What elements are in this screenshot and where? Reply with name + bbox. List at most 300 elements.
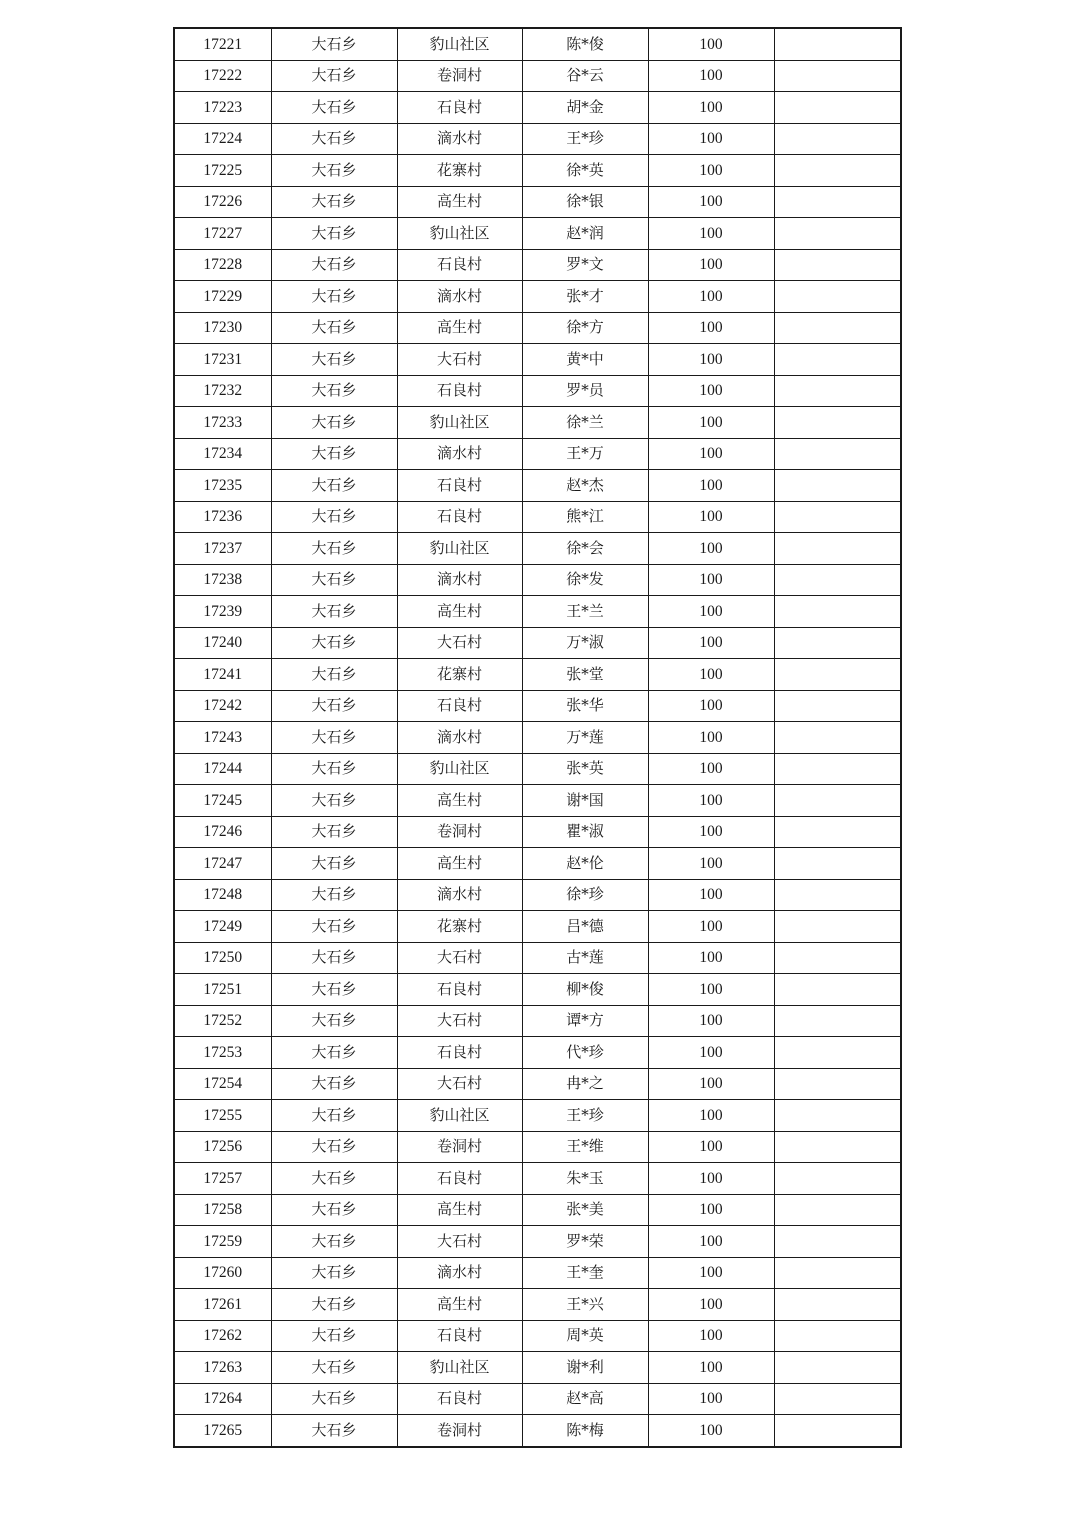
serial-number-cell: 17223 (174, 92, 271, 124)
amount-cell: 100 (648, 753, 774, 785)
village-cell: 高生村 (397, 596, 522, 628)
serial-number-cell: 17228 (174, 249, 271, 281)
amount-cell: 100 (648, 1131, 774, 1163)
village-cell: 高生村 (397, 848, 522, 880)
serial-number-cell: 17246 (174, 816, 271, 848)
township-cell: 大石乡 (271, 28, 397, 60)
table-row (174, 501, 901, 533)
name-cell: 王*珍 (522, 1100, 648, 1132)
remark-cell (774, 911, 901, 943)
township-cell: 大石乡 (271, 564, 397, 596)
village-cell: 滴水村 (397, 1257, 522, 1289)
table-row (174, 438, 901, 470)
roster-table-body (174, 28, 901, 1447)
township-cell: 大石乡 (271, 659, 397, 691)
name-cell: 张*英 (522, 753, 648, 785)
table-row (174, 753, 901, 785)
township-cell: 大石乡 (271, 627, 397, 659)
township-cell: 大石乡 (271, 1100, 397, 1132)
name-cell: 罗*文 (522, 249, 648, 281)
table-row (174, 659, 901, 691)
remark-cell (774, 974, 901, 1006)
remark-cell (774, 155, 901, 187)
township-cell: 大石乡 (271, 816, 397, 848)
remark-cell (774, 186, 901, 218)
amount-cell: 100 (648, 186, 774, 218)
table-row (174, 1383, 901, 1415)
township-cell: 大石乡 (271, 407, 397, 439)
remark-cell (774, 942, 901, 974)
amount-cell: 100 (648, 344, 774, 376)
township-cell: 大石乡 (271, 344, 397, 376)
roster-table (173, 27, 902, 1448)
amount-cell: 100 (648, 1226, 774, 1258)
table-row (174, 375, 901, 407)
table-row (174, 281, 901, 313)
table-row (174, 470, 901, 502)
village-cell: 大石村 (397, 1068, 522, 1100)
table-row (174, 123, 901, 155)
amount-cell: 100 (648, 659, 774, 691)
amount-cell: 100 (648, 1320, 774, 1352)
table-row (174, 1068, 901, 1100)
remark-cell (774, 1289, 901, 1321)
remark-cell (774, 438, 901, 470)
remark-cell (774, 627, 901, 659)
village-cell: 豹山社区 (397, 218, 522, 250)
amount-cell: 100 (648, 1163, 774, 1195)
name-cell: 王*万 (522, 438, 648, 470)
table-row (174, 879, 901, 911)
serial-number-cell: 17229 (174, 281, 271, 313)
village-cell: 高生村 (397, 312, 522, 344)
remark-cell (774, 312, 901, 344)
serial-number-cell: 17262 (174, 1320, 271, 1352)
table-row (174, 564, 901, 596)
name-cell: 谷*云 (522, 60, 648, 92)
remark-cell (774, 564, 901, 596)
amount-cell: 100 (648, 407, 774, 439)
table-row (174, 848, 901, 880)
amount-cell: 100 (648, 596, 774, 628)
remark-cell (774, 659, 901, 691)
amount-cell: 100 (648, 281, 774, 313)
amount-cell: 100 (648, 627, 774, 659)
serial-number-cell: 17265 (174, 1415, 271, 1447)
township-cell: 大石乡 (271, 1383, 397, 1415)
table-row (174, 155, 901, 187)
name-cell: 徐*英 (522, 155, 648, 187)
table-row (174, 1352, 901, 1384)
township-cell: 大石乡 (271, 281, 397, 313)
township-cell: 大石乡 (271, 1257, 397, 1289)
name-cell: 谢*国 (522, 785, 648, 817)
table-row (174, 344, 901, 376)
township-cell: 大石乡 (271, 312, 397, 344)
amount-cell: 100 (648, 375, 774, 407)
village-cell: 石良村 (397, 470, 522, 502)
name-cell: 谢*利 (522, 1352, 648, 1384)
village-cell: 石良村 (397, 92, 522, 124)
remark-cell (774, 1226, 901, 1258)
township-cell: 大石乡 (271, 1068, 397, 1100)
serial-number-cell: 17243 (174, 722, 271, 754)
name-cell: 古*莲 (522, 942, 648, 974)
serial-number-cell: 17255 (174, 1100, 271, 1132)
amount-cell: 100 (648, 1415, 774, 1447)
amount-cell: 100 (648, 123, 774, 155)
amount-cell: 100 (648, 1068, 774, 1100)
name-cell: 周*英 (522, 1320, 648, 1352)
amount-cell: 100 (648, 92, 774, 124)
amount-cell: 100 (648, 1005, 774, 1037)
township-cell: 大石乡 (271, 186, 397, 218)
amount-cell: 100 (648, 312, 774, 344)
village-cell: 滴水村 (397, 281, 522, 313)
remark-cell (774, 722, 901, 754)
village-cell: 石良村 (397, 1037, 522, 1069)
remark-cell (774, 1257, 901, 1289)
township-cell: 大石乡 (271, 155, 397, 187)
name-cell: 黄*中 (522, 344, 648, 376)
table-row (174, 627, 901, 659)
village-cell: 卷洞村 (397, 1415, 522, 1447)
remark-cell (774, 816, 901, 848)
amount-cell: 100 (648, 722, 774, 754)
serial-number-cell: 17244 (174, 753, 271, 785)
table-row (174, 28, 901, 60)
township-cell: 大石乡 (271, 438, 397, 470)
table-row (174, 722, 901, 754)
name-cell: 赵*润 (522, 218, 648, 250)
township-cell: 大石乡 (271, 375, 397, 407)
table-row (174, 1257, 901, 1289)
table-row (174, 1415, 901, 1447)
amount-cell: 100 (648, 848, 774, 880)
serial-number-cell: 17261 (174, 1289, 271, 1321)
village-cell: 石良村 (397, 974, 522, 1006)
remark-cell (774, 1005, 901, 1037)
amount-cell: 100 (648, 28, 774, 60)
village-cell: 大石村 (397, 627, 522, 659)
serial-number-cell: 17258 (174, 1194, 271, 1226)
name-cell: 赵*高 (522, 1383, 648, 1415)
name-cell: 张*华 (522, 690, 648, 722)
amount-cell: 100 (648, 816, 774, 848)
village-cell: 豹山社区 (397, 1352, 522, 1384)
township-cell: 大石乡 (271, 1352, 397, 1384)
serial-number-cell: 17237 (174, 533, 271, 565)
village-cell: 高生村 (397, 1194, 522, 1226)
serial-number-cell: 17233 (174, 407, 271, 439)
remark-cell (774, 1163, 901, 1195)
serial-number-cell: 17226 (174, 186, 271, 218)
village-cell: 豹山社区 (397, 533, 522, 565)
remark-cell (774, 690, 901, 722)
remark-cell (774, 596, 901, 628)
serial-number-cell: 17232 (174, 375, 271, 407)
township-cell: 大石乡 (271, 1415, 397, 1447)
name-cell: 万*莲 (522, 722, 648, 754)
remark-cell (774, 501, 901, 533)
township-cell: 大石乡 (271, 218, 397, 250)
township-cell: 大石乡 (271, 92, 397, 124)
name-cell: 赵*杰 (522, 470, 648, 502)
serial-number-cell: 17250 (174, 942, 271, 974)
serial-number-cell: 17252 (174, 1005, 271, 1037)
township-cell: 大石乡 (271, 1163, 397, 1195)
village-cell: 卷洞村 (397, 816, 522, 848)
table-row (174, 1289, 901, 1321)
table-row (174, 218, 901, 250)
amount-cell: 100 (648, 1037, 774, 1069)
township-cell: 大石乡 (271, 1226, 397, 1258)
table-row (174, 942, 901, 974)
amount-cell: 100 (648, 974, 774, 1006)
serial-number-cell: 17257 (174, 1163, 271, 1195)
serial-number-cell: 17256 (174, 1131, 271, 1163)
township-cell: 大石乡 (271, 753, 397, 785)
township-cell: 大石乡 (271, 785, 397, 817)
serial-number-cell: 17249 (174, 911, 271, 943)
village-cell: 豹山社区 (397, 1100, 522, 1132)
remark-cell (774, 879, 901, 911)
table-row (174, 60, 901, 92)
township-cell: 大石乡 (271, 60, 397, 92)
remark-cell (774, 1194, 901, 1226)
serial-number-cell: 17247 (174, 848, 271, 880)
remark-cell (774, 1415, 901, 1447)
remark-cell (774, 1037, 901, 1069)
name-cell: 吕*德 (522, 911, 648, 943)
remark-cell (774, 1131, 901, 1163)
table-row (174, 690, 901, 722)
name-cell: 张*堂 (522, 659, 648, 691)
table-row (174, 1226, 901, 1258)
table-row (174, 407, 901, 439)
serial-number-cell: 17224 (174, 123, 271, 155)
remark-cell (774, 281, 901, 313)
township-cell: 大石乡 (271, 1194, 397, 1226)
township-cell: 大石乡 (271, 848, 397, 880)
amount-cell: 100 (648, 1257, 774, 1289)
name-cell: 赵*伦 (522, 848, 648, 880)
remark-cell (774, 533, 901, 565)
amount-cell: 100 (648, 533, 774, 565)
table-row (174, 1100, 901, 1132)
serial-number-cell: 17242 (174, 690, 271, 722)
serial-number-cell: 17254 (174, 1068, 271, 1100)
serial-number-cell: 17225 (174, 155, 271, 187)
name-cell: 万*淑 (522, 627, 648, 659)
name-cell: 胡*金 (522, 92, 648, 124)
village-cell: 花寨村 (397, 911, 522, 943)
township-cell: 大石乡 (271, 501, 397, 533)
remark-cell (774, 753, 901, 785)
amount-cell: 100 (648, 60, 774, 92)
remark-cell (774, 1068, 901, 1100)
village-cell: 豹山社区 (397, 28, 522, 60)
serial-number-cell: 17253 (174, 1037, 271, 1069)
amount-cell: 100 (648, 942, 774, 974)
village-cell: 石良村 (397, 1163, 522, 1195)
serial-number-cell: 17239 (174, 596, 271, 628)
amount-cell: 100 (648, 438, 774, 470)
township-cell: 大石乡 (271, 722, 397, 754)
township-cell: 大石乡 (271, 123, 397, 155)
amount-cell: 100 (648, 1352, 774, 1384)
township-cell: 大石乡 (271, 1320, 397, 1352)
township-cell: 大石乡 (271, 974, 397, 1006)
village-cell: 石良村 (397, 690, 522, 722)
name-cell: 张*才 (522, 281, 648, 313)
amount-cell: 100 (648, 785, 774, 817)
name-cell: 代*珍 (522, 1037, 648, 1069)
township-cell: 大石乡 (271, 470, 397, 502)
remark-cell (774, 218, 901, 250)
amount-cell: 100 (648, 1100, 774, 1132)
remark-cell (774, 785, 901, 817)
township-cell: 大石乡 (271, 942, 397, 974)
name-cell: 张*美 (522, 1194, 648, 1226)
table-row (174, 186, 901, 218)
name-cell: 王*珍 (522, 123, 648, 155)
village-cell: 高生村 (397, 186, 522, 218)
remark-cell (774, 123, 901, 155)
township-cell: 大石乡 (271, 1037, 397, 1069)
serial-number-cell: 17240 (174, 627, 271, 659)
name-cell: 王*维 (522, 1131, 648, 1163)
remark-cell (774, 28, 901, 60)
remark-cell (774, 60, 901, 92)
amount-cell: 100 (648, 155, 774, 187)
township-cell: 大石乡 (271, 879, 397, 911)
name-cell: 徐*银 (522, 186, 648, 218)
name-cell: 熊*江 (522, 501, 648, 533)
remark-cell (774, 407, 901, 439)
table-row (174, 974, 901, 1006)
table-row (174, 1163, 901, 1195)
remark-cell (774, 92, 901, 124)
table-row (174, 533, 901, 565)
village-cell: 石良村 (397, 501, 522, 533)
village-cell: 滴水村 (397, 123, 522, 155)
name-cell: 陈*梅 (522, 1415, 648, 1447)
amount-cell: 100 (648, 249, 774, 281)
table-row (174, 1131, 901, 1163)
serial-number-cell: 17251 (174, 974, 271, 1006)
name-cell: 罗*荣 (522, 1226, 648, 1258)
serial-number-cell: 17259 (174, 1226, 271, 1258)
remark-cell (774, 1100, 901, 1132)
village-cell: 石良村 (397, 249, 522, 281)
serial-number-cell: 17221 (174, 28, 271, 60)
village-cell: 石良村 (397, 1383, 522, 1415)
table-row (174, 1005, 901, 1037)
remark-cell (774, 848, 901, 880)
village-cell: 滴水村 (397, 438, 522, 470)
table-row (174, 816, 901, 848)
table-row (174, 92, 901, 124)
village-cell: 豹山社区 (397, 407, 522, 439)
village-cell: 大石村 (397, 344, 522, 376)
name-cell: 徐*珍 (522, 879, 648, 911)
remark-cell (774, 1352, 901, 1384)
amount-cell: 100 (648, 564, 774, 596)
table-row (174, 1194, 901, 1226)
name-cell: 徐*会 (522, 533, 648, 565)
village-cell: 卷洞村 (397, 1131, 522, 1163)
serial-number-cell: 17231 (174, 344, 271, 376)
township-cell: 大石乡 (271, 1005, 397, 1037)
amount-cell: 100 (648, 690, 774, 722)
serial-number-cell: 17222 (174, 60, 271, 92)
name-cell: 徐*兰 (522, 407, 648, 439)
serial-number-cell: 17248 (174, 879, 271, 911)
village-cell: 石良村 (397, 1320, 522, 1352)
name-cell: 徐*方 (522, 312, 648, 344)
remark-cell (774, 470, 901, 502)
name-cell: 谭*方 (522, 1005, 648, 1037)
serial-number-cell: 17235 (174, 470, 271, 502)
name-cell: 冉*之 (522, 1068, 648, 1100)
table-row (174, 312, 901, 344)
amount-cell: 100 (648, 501, 774, 533)
township-cell: 大石乡 (271, 690, 397, 722)
name-cell: 王*兰 (522, 596, 648, 628)
amount-cell: 100 (648, 1289, 774, 1321)
name-cell: 柳*俊 (522, 974, 648, 1006)
village-cell: 花寨村 (397, 659, 522, 691)
remark-cell (774, 344, 901, 376)
name-cell: 朱*玉 (522, 1163, 648, 1195)
amount-cell: 100 (648, 879, 774, 911)
village-cell: 大石村 (397, 942, 522, 974)
village-cell: 大石村 (397, 1005, 522, 1037)
amount-cell: 100 (648, 470, 774, 502)
table-row (174, 911, 901, 943)
remark-cell (774, 1383, 901, 1415)
township-cell: 大石乡 (271, 1289, 397, 1321)
village-cell: 大石村 (397, 1226, 522, 1258)
township-cell: 大石乡 (271, 911, 397, 943)
serial-number-cell: 17234 (174, 438, 271, 470)
serial-number-cell: 17236 (174, 501, 271, 533)
serial-number-cell: 17230 (174, 312, 271, 344)
name-cell: 陈*俊 (522, 28, 648, 60)
village-cell: 滴水村 (397, 879, 522, 911)
township-cell: 大石乡 (271, 533, 397, 565)
village-cell: 滴水村 (397, 564, 522, 596)
serial-number-cell: 17260 (174, 1257, 271, 1289)
township-cell: 大石乡 (271, 1131, 397, 1163)
township-cell: 大石乡 (271, 249, 397, 281)
amount-cell: 100 (648, 911, 774, 943)
remark-cell (774, 249, 901, 281)
village-cell: 卷洞村 (397, 60, 522, 92)
table-row (174, 785, 901, 817)
village-cell: 高生村 (397, 785, 522, 817)
table-row (174, 249, 901, 281)
amount-cell: 100 (648, 1383, 774, 1415)
village-cell: 豹山社区 (397, 753, 522, 785)
table-row (174, 1037, 901, 1069)
name-cell: 王*兴 (522, 1289, 648, 1321)
township-cell: 大石乡 (271, 596, 397, 628)
serial-number-cell: 17263 (174, 1352, 271, 1384)
table-row (174, 596, 901, 628)
name-cell: 徐*发 (522, 564, 648, 596)
